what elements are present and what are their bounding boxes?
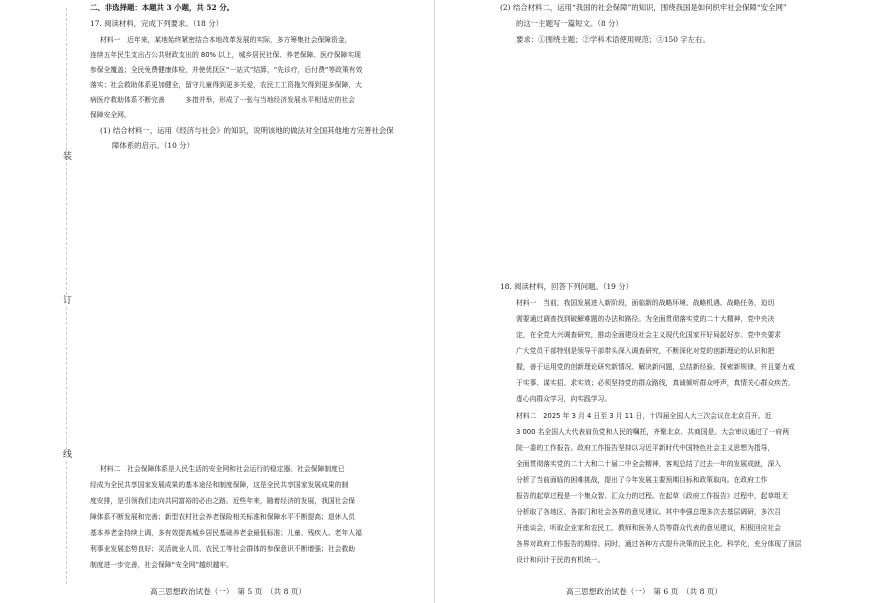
q18-material1-line: 定，在全党大兴调查研究，推动全面建设社会主义现代化国家开好局起好步。党中央要求: [516, 331, 782, 339]
binding-mark-zhuang: 装: [63, 152, 73, 162]
binding-mark-ding: 订: [63, 296, 73, 306]
q18-material1-line: 材料一 当前，我国发展进入新阶段，面临新的战略环境、战略机遇、战略任务，迫切: [516, 299, 775, 307]
q17-sub2-line: (2) 结合材料二，运用“我国的社会保障”的知识，围绕我国是如何织牢社会保障“安全网”: [500, 3, 787, 12]
question-18-intro: 18. 阅读材料，回答下列问题。（19 分）: [500, 282, 634, 291]
q17-material2-line: 经成为全民共享国家发展成果的基本途径和制度保障，这是全民共享国家发展成果的制: [90, 481, 349, 489]
q18-material2-line: 开座谈会，听取企业家和农民工、教师和医务人员等群众代表的意见建议，积极回应社会: [516, 524, 782, 532]
q17-sub2-line: 的这一主题写一篇短文。（8 分）: [516, 19, 623, 28]
q17-material1-line: 保障安全网。: [90, 111, 131, 119]
q18-material2-line: 分析取了各地区、各部门和社会各界的意见建议。其中李强总理多次去基层调研，多次召: [516, 508, 782, 516]
binding-mark-xian: 线: [63, 450, 73, 460]
q17-sub2-requirement: 要求：①围绕主题；②学科术语使用规范；③150 字左右。: [516, 35, 710, 44]
q18-material2-line: 3 000 名全国人大代表肩负党和人民的嘱托，齐聚北京、共商国是。大会审议通过了一府两: [516, 428, 790, 436]
q18-material2-line: 材料二 2025 年 3 月 4 日至 3 月 11 日，十四届全国人大三次会议在北京召开。近: [516, 412, 772, 420]
exam-page-5: [0, 0, 434, 603]
q17-material2-line: 制度进一步完善，社会保障“安全网”越织越牢。: [90, 561, 233, 569]
q18-material2-line: 各界对政府工作报告的期待。同时，通过各种方式提升决策的民主化、科学化，充分体现了顶层: [516, 540, 802, 548]
question-17-intro: 17. 阅读材料，完成下列要求。（18 分）: [90, 19, 224, 28]
q17-material1-line: 连续五年民生支出占公共财政支出的 80% 以上，城乡居民社保、养老保障、医疗保障实现: [90, 51, 361, 59]
q17-material1-line: 参保全覆盖；全民免费健康体检，并使优抚区“一站式”结算，“先诊疗，后付费”等政策有效: [90, 66, 363, 74]
q17-material1-line: 落实；社会救助体系更加健全，留守儿童得到更多关爱，农民工工资拖欠得到更多保障，大: [90, 81, 362, 89]
q17-material2-line: 度安排，是引领我们走向共同富裕的必由之路。近些年来，随着经济的发展，我国社会保: [90, 497, 356, 505]
q18-material1-line: 需要通过调查找到破解难题的办法和路径。为全面贯彻落实党的二十大精神，党中央决: [516, 315, 775, 323]
q17-material2-line: 基本养老金持续上调，多有效提高城乡居民基础养老金最低标准；儿童、残疾人、老年人福: [90, 529, 362, 537]
page-footer: 高三思想政治试卷（一） 第 5 页 （共 8 页）: [150, 587, 306, 596]
section-title: 二、非选择题：本题共 3 小题，共 52 分。: [90, 3, 234, 12]
q18-material1-line: 握，善于运用党的创新理论研究新情况、解决新问题，总结新经验、探索新规律，并且要力戒: [516, 363, 795, 371]
q17-material2-line: 障体系不断发展和完善；新型农村社会养老保险相关标准和保障水平不断提高；退休人员: [90, 513, 356, 521]
q18-material2-line: 全面贯彻落实党的二十大和二十届二中全会精神，客观总结了过去一年的发展成就，深入: [516, 460, 782, 468]
q17-sub1-line: 障体系的启示。（10 分）: [112, 141, 194, 150]
exam-page-6: [436, 0, 870, 603]
q18-material2-line: 报告的起草过程是一个集众智、汇众力的过程。在起草《政府工作报告》过程中，起草组无: [516, 492, 788, 500]
page-divider: [434, 0, 435, 603]
q17-material2-line: 材料二 社会保障体系是人民生活的安全网和社会运行的稳定器。社会保障制度已: [100, 465, 345, 473]
q17-material2-line: 利事业发展态势良好；灵活就业人员、农民工等社会群体的参保意识不断增强；社会救助: [90, 545, 356, 553]
q18-material1-line: 广大党员干部特别是领导干部带头深入调查研究，不断深化对党的创新理论的认识和把: [516, 347, 775, 355]
q18-material1-line: 虚心向群众学习，向实践学习。: [516, 395, 612, 403]
q18-material2-line: 设计和问计于民的有机统一。: [516, 556, 605, 564]
q18-material2-line: 分析了当前面临的困难挑战，提出了今年发展主要预期目标和政策取向。在政府工作: [516, 476, 768, 484]
q17-material1-line: 材料一 近年来，某地始终紧密结合本地改革发展的实际，多方筹集社会保障资金，: [100, 36, 352, 44]
q18-material2-line: 院一委的工作报告。政府工作报告坚持以习近平新时代中国特色社会主义思想为指导，: [516, 444, 775, 452]
page-footer: 高三思想政治试卷（一） 第 6 页 （共 8 页）: [566, 587, 722, 596]
q18-material1-line: 于实事、谋实招、求实效；必须坚持党的群众路线，真诚倾听群众呼声，真情关心群众疾苦，: [516, 379, 795, 387]
q17-material1-line: 病医疗救助体系不断完善 多措并举，形成了一张与当地经济发展水平相适应的社会: [90, 96, 356, 104]
q17-sub1-line: (1) 结合材料一，运用《经济与社会》的知识，说明该地的做法对全国其他地方完善社会保: [100, 126, 394, 135]
